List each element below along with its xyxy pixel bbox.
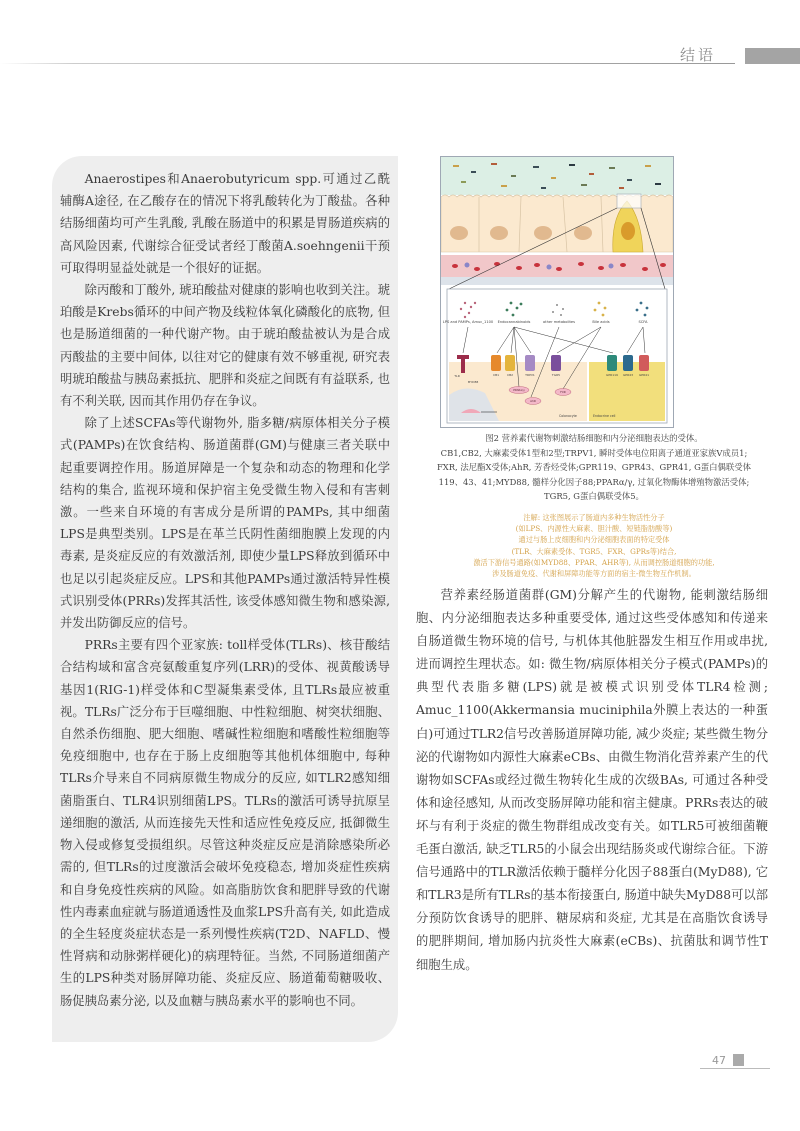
label-ppar: PPARα/γ bbox=[513, 388, 525, 392]
label-gpr119: GPR119 bbox=[606, 373, 618, 377]
section-title: 结语 bbox=[680, 46, 717, 64]
paragraph: 除丙酸和丁酸外, 琥珀酸盐对健康的影响也收到关注。琥珀酸是Krebs循环的中间产物及线粒体氧化磷酸化的底物, 但也是肠道细菌的一种代谢产物。由于琥珀酸盐被认为是合成丙酸盐的主要中间体, 以往对它的健康有效不够重视, 研究表明琥珀酸盐与胰岛素抵抗、肥胖和炎症之间既有有益联系, 也有不利关联, 因而其作用仍存在争议。 bbox=[60, 283, 390, 409]
gpr119-receptor bbox=[607, 355, 617, 371]
label-bile-acids: Bile acids bbox=[592, 320, 610, 324]
left-column-text bbox=[60, 168, 390, 1012]
caption-line: 图2 营养素代谢物刺激结肠细胞和内分泌细胞表达的受体。 bbox=[485, 433, 703, 443]
right-column-text bbox=[416, 584, 768, 977]
note-line: 注解: 这张图展示了肠道内多种生物活性分子 bbox=[523, 513, 665, 522]
cb1-receptor bbox=[491, 355, 501, 371]
note-line: (TLR、大麻素受体、TGR5、FXR、GPRs等)结合, bbox=[511, 546, 677, 556]
zoom-box bbox=[617, 194, 641, 208]
label-other-metabolites: other metabolites bbox=[542, 320, 576, 324]
blood-vessel bbox=[441, 255, 673, 277]
cb2-receptor bbox=[505, 355, 515, 371]
page-number-block bbox=[733, 1054, 744, 1066]
footer-rule bbox=[700, 1068, 770, 1069]
note-line: 激活下游信号通路(如MYD88、PPAR、AHR等), 从而调控肠道细胞的功能, bbox=[473, 557, 715, 567]
endocrine-nucleus bbox=[621, 222, 635, 240]
paragraph: 除了上述SCFAs等代谢物外, 脂多糖/病原体相关分子模式(PAMPs)在饮食结构、肠道菌群(GM)与健康三者关联中起重要调控作用。肠道屏障是一个复杂和动态的物理和化学结构的集合, 监视环境和保护宿主免受微生物入侵和有害刺激。一些来自环境的有害成分是所谓的PAMPs, 其中细菌LPS是典型类别。LPS是在革兰氏阴性菌细胞膜上发现的内毒素, 是炎症反应的有效激活剂, 即使少量LPS释放到循环中也足以引起炎症反应。LPS和其他PAMPs通过激活特异性模式识别受体(PRRs)发挥其活性, 该受体感知微生物和感染源, 并发出防御反应的信号。 bbox=[60, 416, 390, 631]
gpr43-receptor bbox=[623, 355, 633, 371]
paragraph: Anaerostipes和Anaerobutyricum spp.可通过乙酰辅酶A途径, 在乙酸存在的情况下将乳酸转化为丁酸盐。各种结肠细菌均可产生乳酸, 乳酸在肠道中的积累是胃肠道疾病的高风险因素, 代谢综合征受试者经丁酸菌A.soehngenii干预可取得明显益处就是一个很好的证据。 bbox=[60, 172, 390, 275]
label-fxr: FXR bbox=[560, 390, 566, 394]
caption-line: CB1,CB2, 大麻素受体1型和2型;TRPV1, 瞬时受体电位阳离子通道亚家族V成员1; bbox=[440, 447, 748, 458]
label-gpr41: GPR41 bbox=[638, 373, 650, 377]
paragraph: PRRs主要有四个亚家族: toll样受体(TLRs)、核苷酸结合结构域和富含亮氨酸重复序列(LRR)的受体、视黄酸诱导基因1(RIG-1)样受体和C型凝集素受体, 且TLRs最应被重视。TLRs广泛分布于巨噬细胞、中性粒细胞、树突状细胞、自然杀伤细胞、肥大细胞、嗜碱性粒细胞和嗜酸性粒细胞等免疫细胞中, 也存在于肠上皮细胞等其他机体细胞中, 每种TLRs介导来自不同病原微生物成分的反应, 如TLR2感知细菌脂蛋白、TLR4识别细菌LPS。TLRs的激活可诱导抗原呈递细胞的激活, 从而连接先天性和适应性免疫反应, 抵御微生物入侵或修复受损组织。尽管这种炎症反应是消除感染所必需的, 但TLRs的过度激活会破坏免疫稳态, 增加炎症性疾病和自身免疫性疾病的风险。如高脂肪饮食和肥胖导致的代谢性内毒素血症就与肠道通透性及血浆LPS升高有关, 如此造成的全生轻度炎症状态是一系列慢性疾病(T2D、NAFLD、慢性肾病和动脉粥样硬化)的病理特征。当然, 不同肠道细菌产生的LPS种类对肠屏障功能、炎症反应、肠道葡萄糖吸收、肠促胰岛素分泌, 以及血糖与胰岛素水平的影响也不同。 bbox=[60, 638, 390, 1008]
label-lps: LPS and PAMPs, Amuc_1100 bbox=[442, 320, 494, 324]
label-trpv1: TRPV1 bbox=[525, 373, 535, 377]
note-line: (如LPS、内源性大麻素、胆汁酸、短链脂肪酸等) bbox=[515, 524, 673, 534]
receptor-diagram bbox=[441, 157, 673, 427]
label-gpr43: GPR43 bbox=[622, 373, 634, 377]
label-endocrine-cell: Endocrine cell bbox=[593, 414, 616, 418]
note-line: 涉及肠道免疫、代谢和屏障功能等方面的宿主-微生物互作机制。 bbox=[492, 569, 696, 579]
gpr41-receptor bbox=[639, 355, 649, 371]
label-cb2: CB2 bbox=[506, 373, 514, 377]
caption-line: FXR, 法尼酯X受体;AhR, 芳香烃受体;GPR119、GPR43、GPR41, G蛋白偶联受体 bbox=[436, 462, 752, 473]
header-rule bbox=[0, 63, 735, 64]
caption-line: 119、43、41;MYD88, 髓样分化因子88;PPARα/γ, 过氧化物酶体增殖物激活受体; bbox=[438, 476, 750, 487]
label-endocannabinoids: Endocannabinoids bbox=[497, 320, 531, 324]
label-cb1: CB1 bbox=[492, 373, 500, 377]
label-scfa: SCFA bbox=[638, 320, 648, 324]
lumen-layer bbox=[441, 157, 673, 195]
label-colonocyte: Colonocyte bbox=[559, 414, 577, 418]
figure-caption bbox=[412, 431, 776, 504]
header-accent-block bbox=[745, 48, 800, 64]
label-myd88: MYD88 bbox=[467, 380, 479, 384]
label-ahr: AhR bbox=[530, 399, 536, 403]
tgr5-receptor bbox=[551, 355, 561, 371]
note-line: 通过与肠上皮细胞和内分泌细胞表面的特定受体 bbox=[518, 535, 670, 545]
receptor-figure bbox=[440, 156, 674, 428]
figure-note bbox=[412, 512, 776, 579]
label-tlr: TLR bbox=[454, 374, 460, 378]
label-tgr5: TGR5 bbox=[551, 373, 561, 377]
caption-line: TGR5, G蛋白偶联受体5。 bbox=[544, 491, 644, 502]
page-number: 47 bbox=[712, 1054, 726, 1067]
trpv1-receptor bbox=[525, 355, 535, 371]
paragraph: 营养素经肠道菌群(GM)分解产生的代谢物, 能刺激结肠细胞、内分泌细胞表达多种重要受体, 通过这些受体感知和传递来自肠道微生物环境的信号, 与机体其他脏器发生相互作用或串扰, 进而调控生理状态。如: 微生物/病原体相关分子模式(PAMPs)的典型代表脂多糖(LPS)就是被模式识别受体TLR4检测; Amuc_1100(Akkermansia muciniphila外膜上表达的一种蛋白)可通过TLR2信号改善肠道屏障功能, 减少炎症; 某些微生物分泌的代谢物如内源性大麻素eCBs、由微生物消化营养素产生的代谢物如SCFAs或经过微生物转化生成的次级BAs, 可通过各种受体和途径感知, 从而改变肠屏障功能和宿主健康。PRRs表达的破坏与有利于炎症的微生物群组成改变有关。如TLR5可被细菌鞭毛蛋白激活, 缺乏TLR5的小鼠会出现结肠炎或代谢综合征。下游信号通路中的TLR激活依赖于髓样分化因子88蛋白(MyD88), 它和TLR3是所有TLRs的基本衔接蛋白, 肠道中缺失MyD88可以部分预防饮食诱导的肥胖、糖尿病和炎症, 尤其是在高脂饮食诱导的肥胖期间, 增加肠内抗炎性大麻素(eCBs)、抗菌肽和调节性T细胞生成。 bbox=[416, 588, 768, 972]
